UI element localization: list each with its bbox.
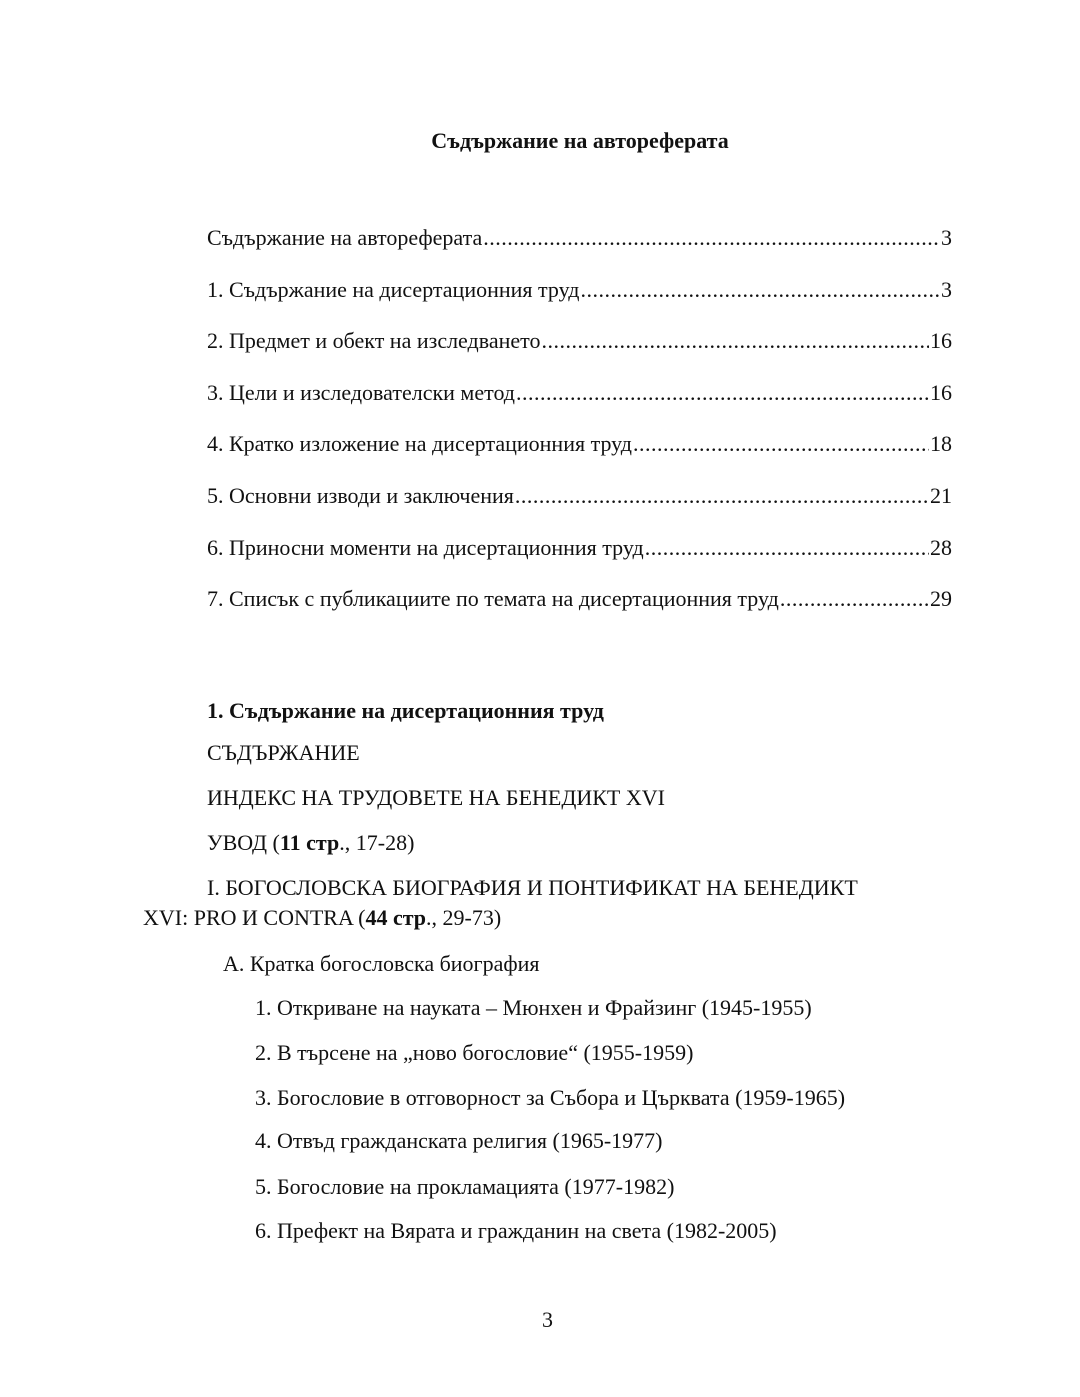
toc-entry-page: 16 [930,379,952,405]
toc-entry-label: 6. Приносни моменти на дисертационния труд [207,534,644,560]
intro-line [207,830,414,856]
list-item: 4. Отвъд гражданската религия (1965-1977) [255,1128,663,1153]
page-title: Съдържание на автореферата [431,128,729,153]
toc-entry [207,483,952,535]
toc-entry-label: 2. Предмет и обект на изследването [207,328,541,354]
list-item: 1. Откриване на науката – Мюнхен и Фрайзинг (1945-1955) [255,995,812,1020]
toc-leader-dots [515,483,929,509]
list-item: 2. В търсене на „ново богословие“ (1955-1959) [255,1040,694,1065]
chapter-heading-line1: I. БОГОСЛОВСКА БИОГРАФИЯ И ПОНТИФИКАТ НА БЕНЕДИКТ [207,875,858,900]
subsection-heading: А. Кратка богословска биография [223,951,540,976]
list-item: 3. Богословие в отговорност за Събора и Църквата (1959-1965) [255,1085,846,1110]
toc-entry [207,380,952,432]
toc-entry-page: 29 [930,586,952,612]
toc-entry-page: 3 [941,225,952,250]
page-number: 3 [542,1307,553,1332]
toc-leader-dots [633,431,929,457]
toc-leader-dots [516,380,929,406]
toc-entry [207,277,952,329]
intro-prefix: УВОД ( [207,830,280,855]
toc-leader-dots [645,535,929,561]
toc-entry [207,431,952,483]
toc-entry-page: 28 [930,534,952,560]
toc-leader-dots [580,277,940,303]
toc-entry-label: 1. Съдържание на дисертационния труд [207,276,580,302]
section-heading: 1. Съдържание на дисертационния труд [207,698,604,723]
toc-entry [207,225,952,277]
chapter-pages: 44 стр [365,905,427,930]
toc-leader-dots [780,586,929,612]
toc-entry-label: Съдържание на автореферата [207,225,483,250]
toc-entry-label: 3. Цели и изследователски метод [207,379,515,405]
chapter-suffix: ., 29-73) [426,905,502,930]
toc-entry [207,535,952,587]
intro-pages: 11 стр [279,830,340,855]
toc-leader-dots [541,328,929,354]
toc-entry-page: 21 [930,482,952,508]
toc-entry-label: 5. Основни изводи и заключения [207,482,514,508]
chapter-heading-line2 [143,905,501,931]
toc-entry-label: 7. Списък с публикациите по темата на дисертационния труд [207,586,779,612]
toc-entry [207,586,952,638]
contents-label: СЪДЪРЖАНИЕ [207,740,360,765]
list-item: 5. Богословие на прокламацията (1977-1982) [255,1174,675,1199]
list-item: 6. Префект на Вярата и гражданин на света (1982-2005) [255,1218,777,1243]
intro-suffix: ., 17-28) [339,830,415,855]
toc-entry-page: 18 [930,431,952,457]
table-of-contents [207,225,952,638]
toc-entry-page: 16 [930,328,952,354]
chapter-prefix: XVI: PRO И CONTRA ( [143,905,366,930]
toc-leader-dots [483,225,940,251]
toc-entry-page: 3 [941,276,952,302]
toc-entry-label: 4. Кратко изложение на дисертационния труд [207,431,632,457]
index-label: ИНДЕКС НА ТРУДОВЕТЕ НА БЕНЕДИКТ XVI [207,785,665,810]
toc-entry [207,328,952,380]
